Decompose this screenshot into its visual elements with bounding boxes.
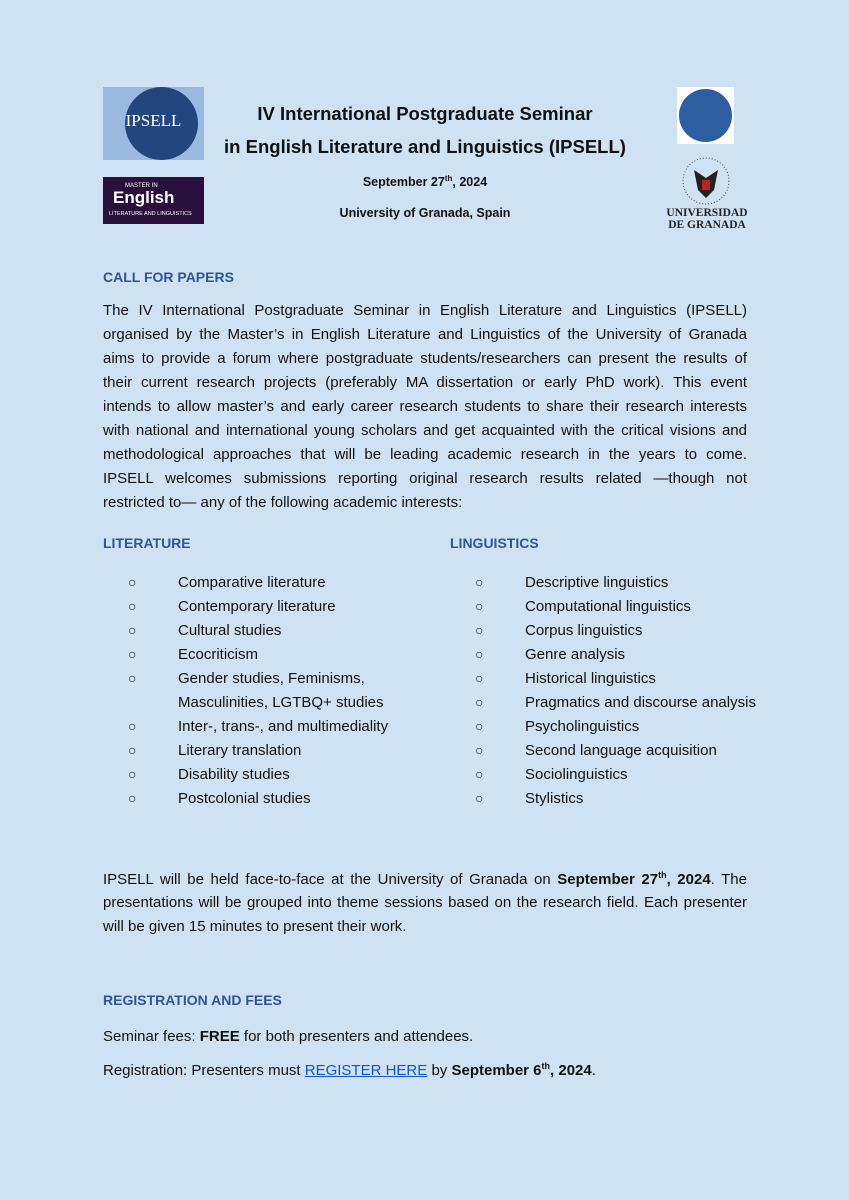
list-item-label: Computational linguistics: [525, 598, 691, 615]
bullet-icon: ○: [475, 622, 484, 638]
list-item-label: Literary translation: [178, 742, 302, 759]
bullet-icon: ○: [475, 742, 484, 758]
list-item: [475, 718, 756, 742]
list-item-label: Inter-, trans-, and multimediality: [178, 718, 389, 735]
literature-list: [128, 574, 388, 814]
linguistics-heading: LINGUISTICS: [450, 535, 539, 551]
bullet-icon: ○: [128, 670, 137, 686]
list-item: [475, 790, 756, 814]
bullet-icon: ○: [128, 718, 137, 734]
list-item: [128, 718, 388, 742]
bullet-icon: ○: [128, 598, 137, 614]
list-item: [128, 598, 388, 622]
bullet-icon: ○: [128, 622, 137, 638]
list-item-label: Ecocriticism: [178, 646, 259, 663]
event-line2: presentations will be grouped into theme sessions based on the research field. Each presenter: [103, 894, 747, 911]
seminar-location: University of Granada, Spain: [339, 206, 511, 220]
list-item-label: Stylistics: [525, 790, 584, 807]
list-item: [475, 670, 756, 694]
list-item-label: Pragmatics and discourse analysis: [525, 694, 756, 711]
bullet-icon: ○: [128, 766, 137, 782]
bullet-icon: ○: [128, 742, 137, 758]
event-line1: IPSELL will be held face-to-face at the University of Granada on September 27th, 2024. The: [103, 870, 747, 888]
list-item: [475, 766, 756, 790]
list-item-label: Second language acquisition: [525, 742, 717, 759]
list-item: [475, 694, 756, 718]
list-item: [128, 742, 388, 766]
list-item-label: Comparative literature: [178, 574, 326, 591]
ugr-crest-icon: [678, 156, 734, 206]
list-item: [128, 670, 388, 694]
list-item-label: Descriptive linguistics: [525, 574, 669, 591]
register-here-link[interactable]: REGISTER HERE: [304, 1062, 428, 1079]
bullet-icon: [128, 694, 178, 718]
bullet-icon: ○: [475, 646, 484, 662]
department-logo: [677, 87, 734, 144]
bullet-icon: ○: [475, 598, 484, 614]
list-item: [475, 574, 756, 598]
list-item: [128, 622, 388, 646]
list-item-label: Historical linguistics: [525, 670, 656, 687]
seminar-title-line1: IV International Postgraduate Seminar: [257, 103, 593, 124]
fees-line: Seminar fees: FREE for both presenters and attendees.: [103, 1028, 474, 1045]
literature-heading: LITERATURE: [103, 535, 191, 551]
bullet-icon: ○: [475, 670, 484, 686]
registration-line: Registration: Presenters must REGISTER HERE by September 6th, 2024.: [103, 1061, 596, 1079]
list-item: [128, 790, 388, 814]
bullet-icon: ○: [475, 766, 484, 782]
bullet-icon: ○: [475, 694, 484, 710]
cfp-line: methodological approaches that will be leading academic research in the years to come.: [103, 446, 747, 463]
seminar-title-line2: in English Literature and Linguistics (IPSELL): [224, 136, 626, 157]
list-item: [128, 694, 388, 718]
list-item-label: Postcolonial studies: [178, 790, 311, 807]
linguistics-list: [475, 574, 756, 814]
registration-heading: REGISTRATION AND FEES: [103, 992, 282, 1008]
cfp-line: aims to provide a forum where postgraduate students/researchers can present the results of: [103, 350, 747, 367]
cfp-line: The IV International Postgraduate Seminar in English Literature and Linguistics (IPSELL): [103, 302, 747, 319]
list-item-label: Psycholinguistics: [525, 718, 640, 735]
bullet-icon: ○: [128, 646, 137, 662]
list-item-label: Cultural studies: [178, 622, 282, 639]
ugr-wordmark: UNIVERSIDAD DE GRANADA: [666, 207, 748, 231]
cfp-line: intends to allow master’s and early career research students to share their research interests: [103, 398, 747, 415]
list-item: [475, 742, 756, 766]
bullet-icon: ○: [475, 790, 484, 806]
list-item: [475, 622, 756, 646]
bullet-icon: ○: [475, 574, 484, 590]
bullet-icon: ○: [475, 718, 484, 734]
list-item: [475, 598, 756, 622]
cfp-line: their current research projects (preferably MA dissertation or early PhD work). This event: [103, 374, 747, 391]
cfp-line: IPSELL welcomes submissions reporting original research results related —though not: [103, 470, 747, 487]
cfp-line: restricted to— any of the following academic interests:: [103, 494, 463, 511]
list-item-label: Contemporary literature: [178, 598, 336, 615]
event-line3: will be given 15 minutes to present their work.: [103, 918, 407, 935]
bullet-icon: ○: [128, 574, 137, 590]
list-item: [128, 646, 388, 670]
list-item-label: Genre analysis: [525, 646, 626, 663]
list-item-label: Corpus linguistics: [525, 622, 643, 639]
list-item: [128, 766, 388, 790]
cfp-heading: CALL FOR PAPERS: [103, 269, 234, 285]
ipsell-logo: IPSELL: [103, 87, 204, 160]
list-item: [128, 574, 388, 598]
cfp-line: organised by the Master’s in English Literature and Linguistics of the University of Granada: [103, 326, 747, 343]
list-item-label: Disability studies: [178, 766, 290, 783]
list-item-label: Gender studies, Feminisms,: [178, 670, 365, 687]
list-item-label: Sociolinguistics: [525, 766, 628, 783]
master-logo: MASTER IN English LITERATURE AND LINGUISTICS: [103, 177, 204, 224]
seminar-date: September 27th, 2024: [362, 174, 488, 190]
cfp-line: with national and international young scholars and get acquainted with the critical visions and: [103, 422, 747, 439]
list-item: [475, 646, 756, 670]
bullet-icon: ○: [128, 790, 137, 806]
list-item-label: Masculinities, LGTBQ+ studies: [178, 694, 384, 711]
